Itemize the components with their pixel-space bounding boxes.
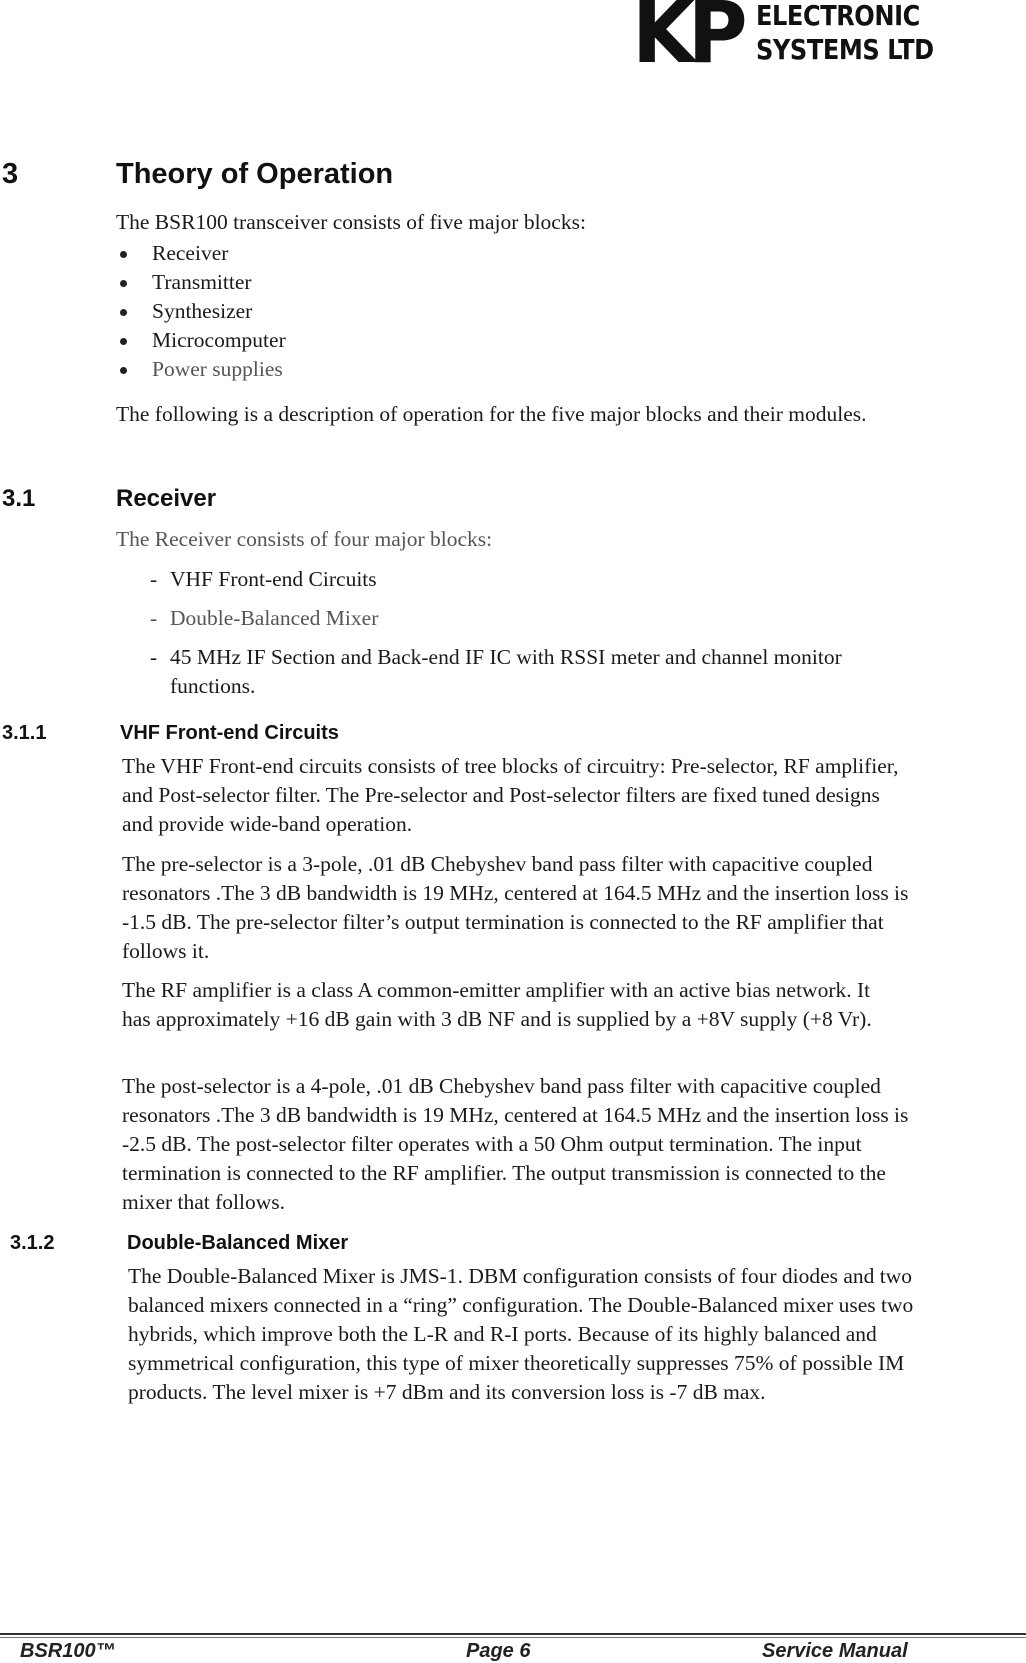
section-3-1-1-title: VHF Front-end Circuits — [120, 722, 339, 744]
list-item: Transmitter — [116, 268, 976, 297]
logo-line-1: ELECTRONIC — [756, 0, 920, 32]
company-logo — [632, 0, 942, 83]
list-item: Synthesizer — [116, 297, 976, 326]
section-3-number: 3 — [2, 158, 19, 190]
paragraph: The pre-selector is a 3-pole, .01 dB Chebyshev band pass filter with capacitive coupled resonators .The 3 dB bandwidth is 19 MHz, centered at 164.5 MHz and the insertion loss is -1.5 dB. The pre-selector filter’s output termination is connected to the RF amplifier that follows it. — [122, 852, 909, 963]
paragraph: The VHF Front-end circuits consists of tree blocks of circuitry: Pre-selector, RF amplifier, and Post-selector filter. The Pre-selector and Post-selector filters are fixed tuned designs and provide wide-band operation. — [122, 754, 899, 836]
logo-line-2: SYSTEMS LTD — [756, 33, 934, 66]
list-item: - Double-Balanced Mixer — [150, 604, 870, 633]
section-3-1-number: 3.1 — [2, 485, 36, 512]
section-3-intro: The BSR100 transceiver consists of five major blocks: — [116, 210, 586, 234]
footer-rule-secondary — [0, 1637, 1026, 1638]
paragraph: The Double-Balanced Mixer is JMS-1. DBM configuration consists of four diodes and two balanced mixers connected in a “ring” configuration. The Double-Balanced mixer uses two hybrids, which improve both the L-R and R-I ports. Because of its highly balanced and symmetrical configuration, this type of mixer theoretically suppresses 75% of possible IM products. The level mixer is +7 dBm and its conversion loss is -7 dB max. — [128, 1264, 914, 1404]
receiver-block-list — [150, 565, 870, 711]
section-3-closing: The following is a description of operation for the five major blocks and their modules. — [116, 402, 867, 426]
paragraph: The RF amplifier is a class A common-emitter amplifier with an active bias network. It has approximately +16 dB gain with 3 dB NF and is supplied by a +8V supply (+8 Vr). — [122, 978, 872, 1031]
section-3-1-title: Receiver — [116, 485, 217, 512]
list-item: Microcomputer — [116, 326, 976, 355]
footer-doc-title: Service Manual — [762, 1640, 908, 1662]
footer-page-number: Page 6 — [466, 1640, 531, 1662]
section-3-1-1-number: 3.1.1 — [2, 722, 47, 744]
section-3-1-intro: The Receiver consists of four major blocks: — [116, 527, 493, 551]
section-3-title: Theory of Operation — [116, 158, 394, 190]
list-item: - 45 MHz IF Section and Back-end IF IC with RSSI meter and channel monitor functions. — [150, 643, 870, 701]
paragraph: The post-selector is a 4-pole, .01 dB Chebyshev band pass filter with capacitive coupled resonators .The 3 dB bandwidth is 19 MHz, centered at 164.5 MHz and the insertion loss is -2.5 dB. The post-selector filter operates with a 50 Ohm output termination. The input termination is connected to the RF amplifier. The output transmission is connected to the mixer that follows. — [122, 1074, 909, 1214]
footer-rule — [0, 1633, 1026, 1635]
section-3-1-2-title: Double-Balanced Mixer — [127, 1232, 349, 1254]
footer-product: BSR100™ — [20, 1640, 116, 1662]
block-list — [116, 239, 976, 384]
list-item: - VHF Front-end Circuits — [150, 565, 870, 594]
list-item: Power supplies — [116, 355, 976, 384]
logo-mark: KP — [632, 0, 740, 83]
section-3-1-2-number: 3.1.2 — [10, 1232, 55, 1254]
list-item: Receiver — [116, 239, 976, 268]
